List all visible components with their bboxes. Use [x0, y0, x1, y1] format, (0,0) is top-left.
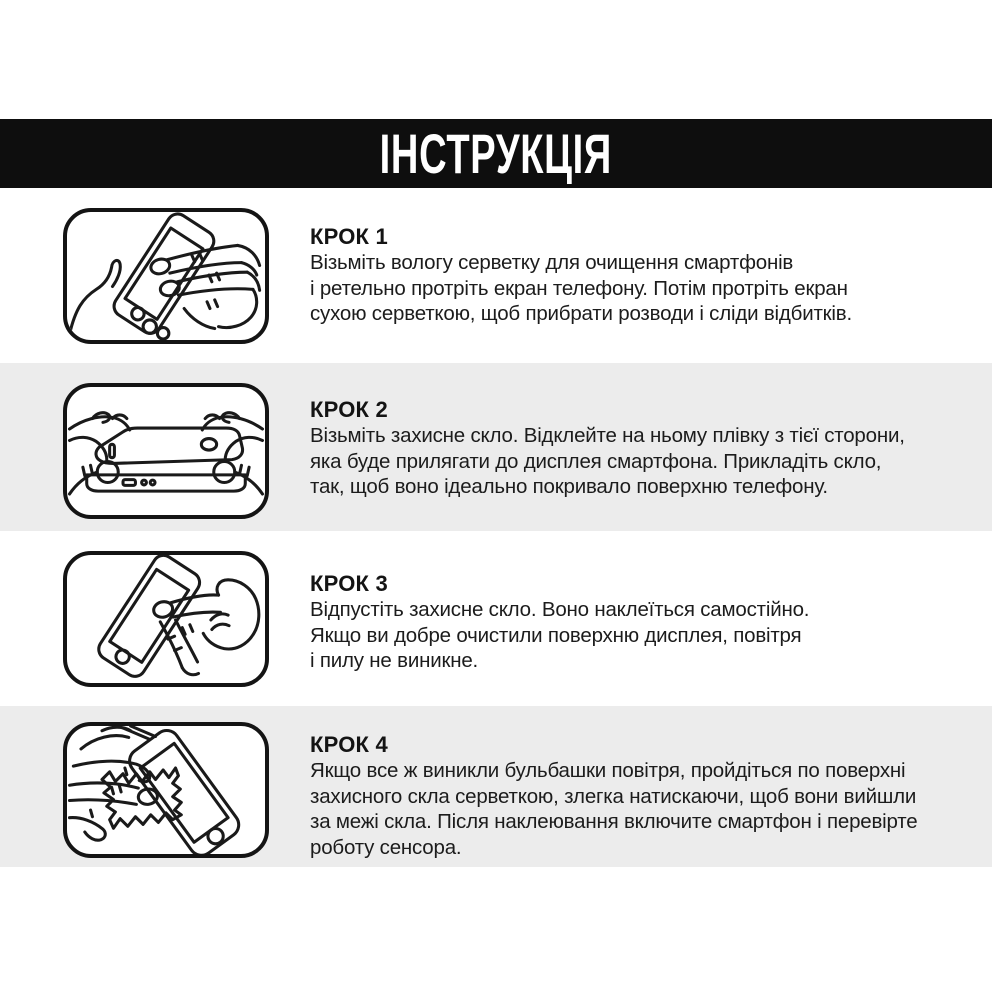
step-2-text: [310, 397, 976, 500]
page-title: ІНСТРУКЦІЯ: [379, 122, 613, 185]
step-line: сухою серветкою, щоб прибрати розводи і сліди відбитків.: [310, 302, 852, 325]
hands-wiping-phone-icon: [67, 212, 265, 340]
step-4-section: [0, 706, 992, 867]
step-4-text: [310, 732, 976, 860]
step-3-text: [310, 571, 976, 674]
holding-protective-glass-icon: [67, 387, 265, 515]
step-line: роботу сенсора.: [310, 835, 462, 859]
step-line: яка буде прилягати до дисплея смартфона. Прикладіть скло,: [310, 449, 882, 473]
step-2-section: [0, 363, 992, 531]
title-banner: [0, 119, 992, 188]
step-3-section: [0, 531, 992, 706]
step-line: Візьміть захисне скло. Відклейте на ньому плівку з тієї сторони,: [310, 424, 905, 447]
step-line: і ретельно протріть екран телефону. Потім протріть екран: [310, 276, 848, 300]
top-margin: [0, 0, 992, 119]
step-2-illustration-box: [63, 383, 269, 519]
step-3-heading: КРОК 3: [310, 571, 388, 596]
step-3-illustration-box: [63, 551, 269, 687]
finger-pressing-screen-icon: [67, 555, 265, 683]
step-4-heading: КРОК 4: [310, 732, 388, 757]
step-line: Відпустіть захисне скло. Воно наклеїться самостійно.: [310, 598, 810, 621]
cloth-wiping-screen-icon: [67, 726, 265, 854]
step-2-heading: КРОК 2: [310, 397, 388, 422]
step-line: захисного скла серветкою, злегка натискаючи, щоб вони вийшли: [310, 784, 917, 808]
step-line: і пилу не виникне.: [310, 649, 479, 672]
step-line: так, щоб воно ідеально покривало поверхню телефону.: [310, 475, 828, 498]
step-line: Візьміть вологу серветку для очищення смартфонів: [310, 251, 794, 274]
step-line: за межі скла. Після наклеювання включите смартфон і перевірте: [310, 810, 918, 833]
step-4-illustration-box: [63, 722, 269, 858]
step-1-heading: КРОК 1: [310, 224, 388, 249]
step-1-section: [0, 188, 992, 363]
step-1-text: [310, 224, 976, 327]
step-1-illustration-box: [63, 208, 269, 344]
step-line: Якщо ви добре очистили поверхню дисплея, повітря: [310, 623, 802, 647]
step-line: Якщо все ж виникли бульбашки повітря, пройдіться по поверхні: [310, 759, 906, 782]
